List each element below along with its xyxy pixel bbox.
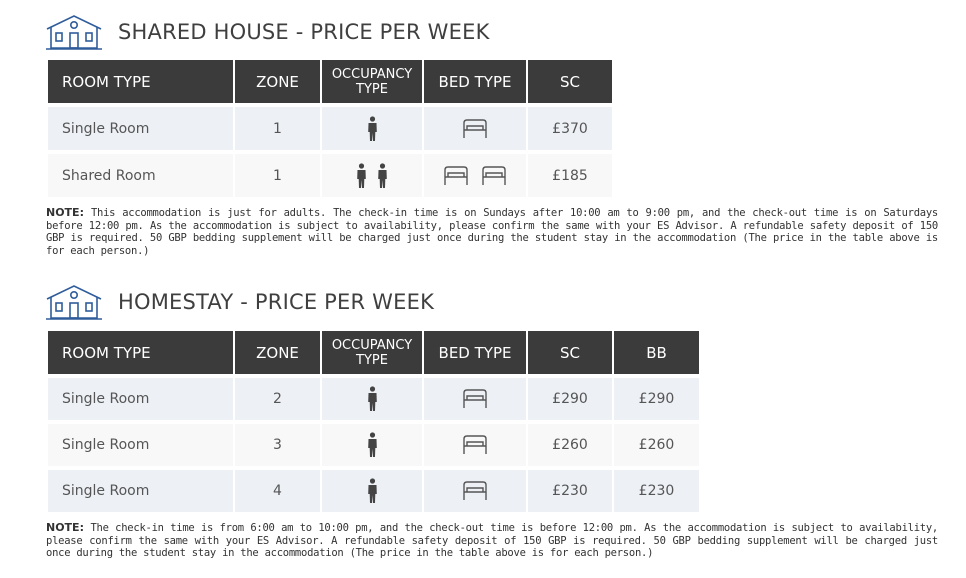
zone-cell: 2 <box>235 378 320 420</box>
bed-icon <box>462 119 488 139</box>
shared-house-heading <box>44 13 490 51</box>
header-bb: BB <box>614 331 699 374</box>
zone-cell: 1 <box>235 154 320 197</box>
bed-type-cell <box>424 470 526 512</box>
shared-house-note <box>46 207 938 257</box>
house-icon <box>44 13 104 51</box>
bb-price-cell: £290 <box>614 378 699 420</box>
header-room-type: ROOM TYPE <box>48 60 233 103</box>
shared-house-price-table <box>46 60 614 197</box>
occupancy-cell <box>322 424 422 466</box>
bb-price-cell: £260 <box>614 424 699 466</box>
section-title: HOMESTAY - PRICE PER WEEK <box>118 290 435 314</box>
bed-type-cell <box>424 107 526 150</box>
room-type-cell: Single Room <box>48 107 233 150</box>
person-icon <box>367 116 378 142</box>
person-icon <box>367 432 378 458</box>
header-sc: SC <box>528 60 612 103</box>
bb-price-cell: £230 <box>614 470 699 512</box>
header-sc: SC <box>528 331 612 374</box>
table-row <box>48 424 699 466</box>
bed-icon <box>481 166 507 186</box>
note-label: NOTE: <box>46 521 84 534</box>
section-title: SHARED HOUSE - PRICE PER WEEK <box>118 20 490 44</box>
header-zone: ZONE <box>235 331 320 374</box>
table-row <box>48 107 612 150</box>
person-icon <box>356 163 367 189</box>
bed-icon <box>462 481 488 501</box>
person-icon <box>367 478 378 504</box>
table-row <box>48 378 699 420</box>
zone-cell: 1 <box>235 107 320 150</box>
sc-price-cell: £230 <box>528 470 612 512</box>
room-type-cell: Single Room <box>48 470 233 512</box>
table-row <box>48 470 699 512</box>
room-type-cell: Single Room <box>48 424 233 466</box>
header-bed-type: BED TYPE <box>424 60 526 103</box>
homestay-note <box>46 522 938 560</box>
homestay-heading <box>44 283 434 321</box>
header-occupancy-type: OCCUPANCY TYPE <box>322 331 422 374</box>
sc-price-cell: £370 <box>528 107 612 150</box>
header-bed-type: BED TYPE <box>424 331 526 374</box>
zone-cell: 3 <box>235 424 320 466</box>
occupancy-cell <box>322 378 422 420</box>
header-room-type: ROOM TYPE <box>48 331 233 374</box>
house-icon <box>44 283 104 321</box>
bed-icon <box>443 166 469 186</box>
room-type-cell: Single Room <box>48 378 233 420</box>
bed-type-cell <box>424 424 526 466</box>
table-row <box>48 154 612 197</box>
bed-type-cell <box>424 154 526 197</box>
bed-type-cell <box>424 378 526 420</box>
bed-icon <box>462 435 488 455</box>
occupancy-cell <box>322 107 422 150</box>
bed-icon <box>462 389 488 409</box>
sc-price-cell: £185 <box>528 154 612 197</box>
room-type-cell: Shared Room <box>48 154 233 197</box>
header-occupancy-type: OCCUPANCY TYPE <box>322 60 422 103</box>
person-icon <box>377 163 388 189</box>
zone-cell: 4 <box>235 470 320 512</box>
homestay-price-table <box>46 331 701 512</box>
note-label: NOTE: <box>46 206 84 219</box>
person-icon <box>367 386 378 412</box>
note-text: The check-in time is from 6:00 am to 10:00 pm, and the check-out time is before 12:00 pm. As the accommodation is subject to availability, please confirm the same with your ES Advisor. A refundable safety deposit of 150 GBP is required. 50 GBP bedding supplement will be charged just once during the student stay in the accommodation (The price in the table above is for each person.) <box>46 522 939 560</box>
occupancy-cell <box>322 470 422 512</box>
sc-price-cell: £290 <box>528 378 612 420</box>
header-zone: ZONE <box>235 60 320 103</box>
occupancy-cell <box>322 154 422 197</box>
note-text: This accommodation is just for adults. The check-in time is on Sundays after 10:00 am to 9:00 pm, and the check-out time is on Saturdays before 12:00 pm. As the accommodation is subject to availability, please confirm the same with your ES Advisor. A refundable safety deposit of 150 GBP is required. 50 GBP bedding supplement will be charged just once during the student stay in the accommodation (The price in the table above is for each person.) <box>46 207 938 257</box>
sc-price-cell: £260 <box>528 424 612 466</box>
